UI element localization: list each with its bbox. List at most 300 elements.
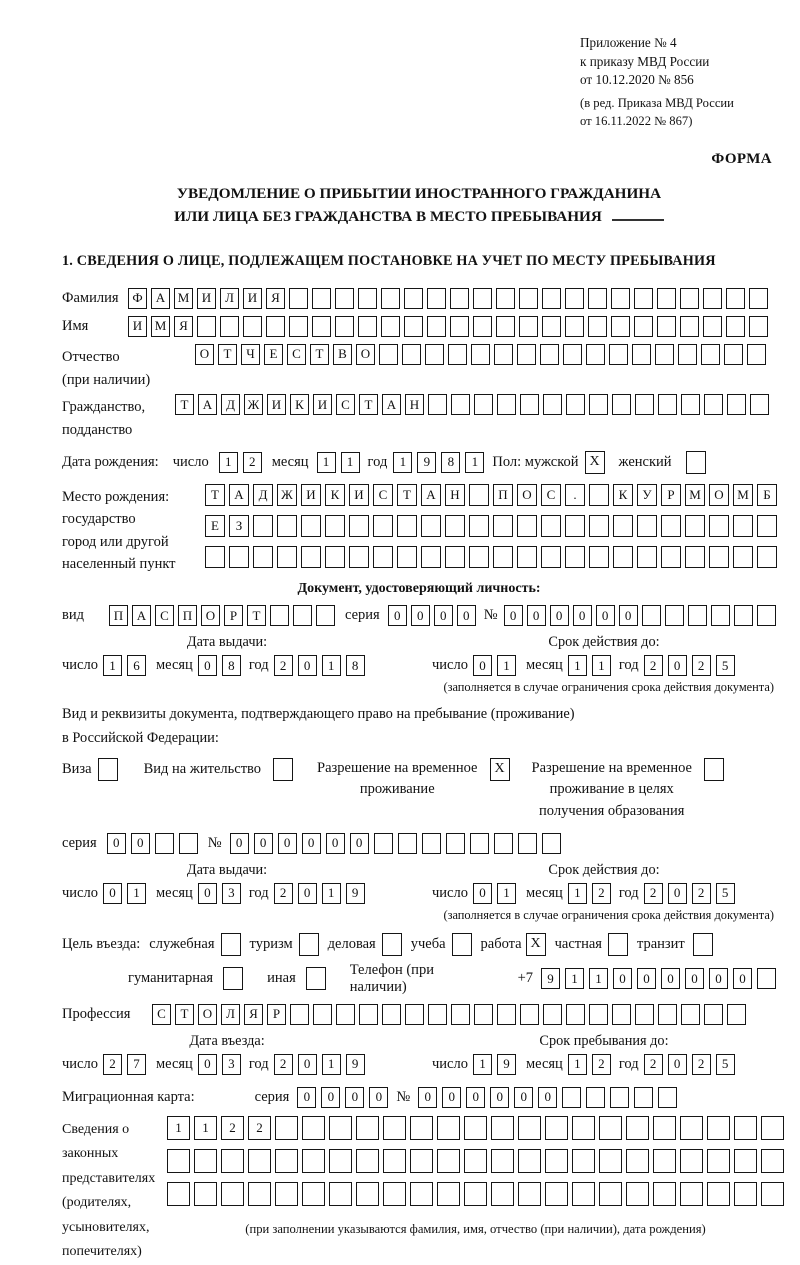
char-box[interactable] — [657, 316, 676, 337]
char-box[interactable]: О — [356, 344, 375, 365]
char-box[interactable] — [680, 316, 699, 337]
char-box[interactable]: О — [195, 344, 214, 365]
char-box[interactable] — [451, 1004, 470, 1025]
char-box[interactable] — [220, 316, 239, 337]
char-box[interactable]: 2 — [221, 1116, 244, 1140]
char-box[interactable]: Е — [264, 344, 283, 365]
char-box[interactable]: Н — [445, 484, 465, 506]
char-box[interactable]: Т — [218, 344, 237, 365]
char-box[interactable] — [565, 515, 585, 537]
char-box[interactable] — [336, 1004, 355, 1025]
char-box[interactable] — [707, 1116, 730, 1140]
char-box[interactable]: 8 — [222, 655, 241, 676]
char-box[interactable] — [661, 515, 681, 537]
char-box[interactable] — [565, 546, 585, 568]
char-box[interactable] — [248, 1149, 271, 1173]
char-box[interactable] — [248, 1182, 271, 1206]
char-box[interactable]: 0 — [298, 883, 317, 904]
char-box[interactable] — [703, 316, 722, 337]
char-box[interactable] — [381, 316, 400, 337]
char-box[interactable]: 2 — [592, 1054, 611, 1075]
char-box[interactable]: 8 — [441, 452, 460, 473]
char-box[interactable] — [637, 546, 657, 568]
char-box[interactable]: 0 — [369, 1087, 388, 1108]
char-box[interactable] — [382, 1004, 401, 1025]
char-box[interactable]: Д — [253, 484, 273, 506]
char-box[interactable]: 1 — [568, 883, 587, 904]
char-box[interactable]: Т — [397, 484, 417, 506]
char-box[interactable]: 0 — [527, 605, 546, 626]
char-box[interactable]: М — [733, 484, 753, 506]
char-box[interactable] — [496, 316, 515, 337]
char-box[interactable]: 0 — [709, 968, 728, 989]
char-box[interactable] — [474, 1004, 493, 1025]
char-box[interactable] — [470, 833, 489, 854]
char-box[interactable]: 2 — [103, 1054, 122, 1075]
char-box[interactable]: 0 — [388, 605, 407, 626]
char-box[interactable]: 0 — [302, 833, 321, 854]
char-box[interactable] — [588, 316, 607, 337]
char-box[interactable] — [221, 1149, 244, 1173]
char-box[interactable]: Я — [244, 1004, 263, 1025]
char-box[interactable]: И — [267, 394, 286, 415]
char-box[interactable]: К — [613, 484, 633, 506]
char-box[interactable]: 0 — [457, 605, 476, 626]
char-box[interactable] — [704, 758, 724, 781]
char-box[interactable]: В — [333, 344, 352, 365]
char-box[interactable] — [229, 546, 249, 568]
char-box[interactable]: С — [152, 1004, 171, 1025]
char-box[interactable]: И — [243, 288, 262, 309]
char-box[interactable] — [194, 1182, 217, 1206]
char-box[interactable] — [586, 344, 605, 365]
char-box[interactable] — [761, 1182, 784, 1206]
char-box[interactable] — [542, 833, 561, 854]
char-box[interactable] — [612, 1004, 631, 1025]
char-box[interactable] — [545, 1182, 568, 1206]
char-box[interactable]: 8 — [346, 655, 365, 676]
char-box[interactable] — [275, 1116, 298, 1140]
char-box[interactable] — [734, 1116, 757, 1140]
char-box[interactable]: 1 — [322, 883, 341, 904]
char-box[interactable]: Т — [205, 484, 225, 506]
char-box[interactable] — [612, 394, 631, 415]
char-box[interactable] — [356, 1149, 379, 1173]
char-box[interactable] — [293, 605, 312, 626]
char-box[interactable] — [464, 1116, 487, 1140]
char-box[interactable] — [448, 344, 467, 365]
char-box[interactable]: 0 — [434, 605, 453, 626]
char-box[interactable] — [382, 933, 402, 956]
char-box[interactable] — [275, 1149, 298, 1173]
char-box[interactable]: 1 — [194, 1116, 217, 1140]
char-box[interactable] — [757, 515, 777, 537]
char-box[interactable] — [405, 1004, 424, 1025]
char-box[interactable] — [329, 1182, 352, 1206]
char-box[interactable] — [572, 1116, 595, 1140]
char-box[interactable] — [681, 394, 700, 415]
char-box[interactable]: 1 — [497, 883, 516, 904]
char-box[interactable]: 9 — [541, 968, 560, 989]
char-box[interactable] — [473, 288, 492, 309]
char-box[interactable] — [632, 344, 651, 365]
char-box[interactable]: 3 — [222, 1054, 241, 1075]
char-box[interactable] — [383, 1182, 406, 1206]
char-box[interactable]: 0 — [198, 883, 217, 904]
char-box[interactable]: М — [174, 288, 193, 309]
char-box[interactable] — [517, 546, 537, 568]
char-box[interactable]: П — [493, 484, 513, 506]
char-box[interactable] — [306, 967, 326, 990]
char-box[interactable]: А — [229, 484, 249, 506]
char-box[interactable]: Л — [221, 1004, 240, 1025]
char-box[interactable] — [194, 1149, 217, 1173]
char-box[interactable] — [609, 344, 628, 365]
char-box[interactable] — [519, 316, 538, 337]
char-box[interactable] — [437, 1182, 460, 1206]
char-box[interactable]: И — [301, 484, 321, 506]
char-box[interactable] — [277, 546, 297, 568]
char-box[interactable]: 1 — [317, 452, 336, 473]
char-box[interactable]: 1 — [341, 452, 360, 473]
char-box[interactable] — [543, 1004, 562, 1025]
char-box[interactable]: Д — [221, 394, 240, 415]
char-box[interactable] — [349, 515, 369, 537]
char-box[interactable]: 1 — [167, 1116, 190, 1140]
char-box[interactable] — [474, 394, 493, 415]
char-box[interactable] — [373, 546, 393, 568]
char-box[interactable] — [98, 758, 118, 781]
char-box[interactable]: 1 — [568, 1054, 587, 1075]
char-box[interactable] — [653, 1149, 676, 1173]
char-box[interactable] — [494, 833, 513, 854]
char-box[interactable]: 2 — [692, 883, 711, 904]
char-box[interactable]: 0 — [321, 1087, 340, 1108]
char-box[interactable] — [359, 1004, 378, 1025]
char-box[interactable]: А — [132, 605, 151, 626]
char-box[interactable] — [704, 394, 723, 415]
char-box[interactable]: Р — [224, 605, 243, 626]
char-box[interactable]: Ж — [277, 484, 297, 506]
char-box[interactable]: 1 — [465, 452, 484, 473]
char-box[interactable]: 1 — [393, 452, 412, 473]
char-box[interactable]: Л — [220, 288, 239, 309]
char-box[interactable] — [589, 394, 608, 415]
char-box[interactable] — [611, 288, 630, 309]
char-box[interactable]: 1 — [103, 655, 122, 676]
char-box[interactable] — [613, 546, 633, 568]
char-box[interactable]: К — [290, 394, 309, 415]
char-box[interactable]: 0 — [550, 605, 569, 626]
char-box[interactable]: 7 — [127, 1054, 146, 1075]
char-box[interactable]: А — [151, 288, 170, 309]
char-box[interactable] — [562, 1087, 581, 1108]
char-box[interactable] — [635, 394, 654, 415]
char-box[interactable]: И — [128, 316, 147, 337]
char-box[interactable] — [686, 451, 706, 474]
char-box[interactable]: Е — [205, 515, 225, 537]
char-box[interactable]: Р — [661, 484, 681, 506]
char-box[interactable]: 0 — [490, 1087, 509, 1108]
char-box[interactable] — [588, 288, 607, 309]
char-box[interactable]: . — [565, 484, 585, 506]
char-box[interactable]: 2 — [644, 883, 663, 904]
char-box[interactable]: П — [178, 605, 197, 626]
char-box[interactable] — [750, 394, 769, 415]
char-box[interactable] — [290, 1004, 309, 1025]
char-box[interactable] — [734, 605, 753, 626]
char-box[interactable]: 0 — [668, 1054, 687, 1075]
char-box[interactable] — [589, 515, 609, 537]
char-box[interactable] — [757, 968, 776, 989]
char-box[interactable] — [566, 1004, 585, 1025]
char-box[interactable] — [383, 1149, 406, 1173]
char-box[interactable] — [634, 288, 653, 309]
char-box[interactable]: 0 — [668, 883, 687, 904]
char-box[interactable] — [589, 1004, 608, 1025]
char-box[interactable]: Т — [247, 605, 266, 626]
char-box[interactable]: 0 — [685, 968, 704, 989]
char-box[interactable] — [518, 833, 537, 854]
char-box[interactable] — [599, 1149, 622, 1173]
char-box[interactable]: 2 — [274, 655, 293, 676]
char-box[interactable] — [688, 605, 707, 626]
char-box[interactable] — [563, 344, 582, 365]
char-box[interactable]: Н — [405, 394, 424, 415]
char-box[interactable] — [335, 288, 354, 309]
char-box[interactable] — [253, 546, 273, 568]
char-box[interactable] — [446, 833, 465, 854]
char-box[interactable] — [491, 1116, 514, 1140]
char-box[interactable] — [266, 316, 285, 337]
char-box[interactable] — [437, 1116, 460, 1140]
char-box[interactable] — [325, 546, 345, 568]
char-box[interactable] — [626, 1116, 649, 1140]
char-box[interactable] — [437, 1149, 460, 1173]
char-box[interactable]: X — [585, 451, 605, 474]
char-box[interactable] — [518, 1149, 541, 1173]
char-box[interactable] — [445, 546, 465, 568]
char-box[interactable] — [518, 1182, 541, 1206]
char-box[interactable] — [373, 515, 393, 537]
char-box[interactable] — [701, 344, 720, 365]
char-box[interactable] — [473, 316, 492, 337]
char-box[interactable]: 9 — [417, 452, 436, 473]
char-box[interactable]: З — [229, 515, 249, 537]
char-box[interactable]: О — [709, 484, 729, 506]
char-box[interactable] — [709, 546, 729, 568]
char-box[interactable] — [410, 1149, 433, 1173]
char-box[interactable]: 1 — [322, 655, 341, 676]
char-box[interactable] — [358, 288, 377, 309]
char-box[interactable] — [599, 1182, 622, 1206]
char-box[interactable]: 0 — [637, 968, 656, 989]
char-box[interactable]: Ч — [241, 344, 260, 365]
char-box[interactable]: 0 — [411, 605, 430, 626]
char-box[interactable]: 1 — [219, 452, 238, 473]
char-box[interactable]: 0 — [466, 1087, 485, 1108]
char-box[interactable] — [402, 344, 421, 365]
char-box[interactable] — [275, 1182, 298, 1206]
char-box[interactable] — [693, 933, 713, 956]
char-box[interactable]: 0 — [103, 883, 122, 904]
char-box[interactable] — [397, 546, 417, 568]
char-box[interactable] — [680, 1116, 703, 1140]
char-box[interactable] — [761, 1116, 784, 1140]
char-box[interactable] — [427, 316, 446, 337]
char-box[interactable] — [383, 1116, 406, 1140]
char-box[interactable] — [469, 515, 489, 537]
char-box[interactable]: 2 — [692, 655, 711, 676]
char-box[interactable]: У — [637, 484, 657, 506]
char-box[interactable]: 0 — [573, 605, 592, 626]
char-box[interactable]: 5 — [716, 1054, 735, 1075]
char-box[interactable]: 0 — [254, 833, 273, 854]
char-box[interactable]: 1 — [592, 655, 611, 676]
char-box[interactable] — [491, 1182, 514, 1206]
char-box[interactable]: 0 — [668, 655, 687, 676]
char-box[interactable] — [540, 344, 559, 365]
char-box[interactable] — [356, 1182, 379, 1206]
char-box[interactable] — [358, 316, 377, 337]
char-box[interactable] — [542, 316, 561, 337]
char-box[interactable] — [541, 546, 561, 568]
char-box[interactable] — [302, 1149, 325, 1173]
char-box[interactable] — [404, 316, 423, 337]
char-box[interactable]: 0 — [107, 833, 126, 854]
char-box[interactable]: О — [198, 1004, 217, 1025]
char-box[interactable] — [543, 394, 562, 415]
char-box[interactable]: Т — [359, 394, 378, 415]
char-box[interactable] — [410, 1182, 433, 1206]
char-box[interactable] — [634, 316, 653, 337]
char-box[interactable] — [273, 758, 293, 781]
char-box[interactable]: Т — [175, 394, 194, 415]
char-box[interactable]: 0 — [297, 1087, 316, 1108]
char-box[interactable]: 0 — [596, 605, 615, 626]
char-box[interactable]: Я — [266, 288, 285, 309]
char-box[interactable] — [425, 344, 444, 365]
char-box[interactable] — [497, 1004, 516, 1025]
char-box[interactable] — [726, 288, 745, 309]
char-box[interactable] — [316, 605, 335, 626]
char-box[interactable]: 2 — [243, 452, 262, 473]
char-box[interactable] — [517, 515, 537, 537]
char-box[interactable] — [452, 933, 472, 956]
char-box[interactable] — [421, 546, 441, 568]
char-box[interactable]: X — [490, 758, 510, 781]
char-box[interactable] — [374, 833, 393, 854]
char-box[interactable] — [757, 546, 777, 568]
char-box[interactable] — [626, 1182, 649, 1206]
char-box[interactable] — [422, 833, 441, 854]
char-box[interactable] — [253, 515, 273, 537]
char-box[interactable] — [464, 1149, 487, 1173]
char-box[interactable] — [469, 546, 489, 568]
char-box[interactable] — [450, 288, 469, 309]
char-box[interactable] — [427, 288, 446, 309]
char-box[interactable]: А — [198, 394, 217, 415]
char-box[interactable] — [301, 546, 321, 568]
char-box[interactable] — [613, 515, 633, 537]
char-box[interactable]: 1 — [565, 968, 584, 989]
char-box[interactable] — [356, 1116, 379, 1140]
char-box[interactable] — [451, 394, 470, 415]
char-box[interactable]: С — [287, 344, 306, 365]
char-box[interactable]: 1 — [473, 1054, 492, 1075]
char-box[interactable]: К — [325, 484, 345, 506]
char-box[interactable] — [611, 316, 630, 337]
char-box[interactable] — [469, 484, 489, 506]
char-box[interactable]: С — [541, 484, 561, 506]
char-box[interactable]: 1 — [568, 655, 587, 676]
char-box[interactable] — [270, 605, 289, 626]
char-box[interactable] — [289, 288, 308, 309]
char-box[interactable] — [734, 1182, 757, 1206]
char-box[interactable]: И — [197, 288, 216, 309]
char-box[interactable] — [464, 1182, 487, 1206]
char-box[interactable] — [727, 394, 746, 415]
char-box[interactable]: X — [526, 933, 546, 956]
char-box[interactable] — [707, 1182, 730, 1206]
char-box[interactable]: 2 — [274, 883, 293, 904]
char-box[interactable] — [655, 344, 674, 365]
char-box[interactable] — [491, 1149, 514, 1173]
char-box[interactable] — [221, 1182, 244, 1206]
char-box[interactable]: 2 — [692, 1054, 711, 1075]
char-box[interactable] — [379, 344, 398, 365]
char-box[interactable] — [289, 316, 308, 337]
char-box[interactable]: М — [151, 316, 170, 337]
char-box[interactable]: 1 — [589, 968, 608, 989]
char-box[interactable] — [428, 1004, 447, 1025]
char-box[interactable] — [707, 1149, 730, 1173]
char-box[interactable] — [653, 1182, 676, 1206]
char-box[interactable]: 9 — [346, 1054, 365, 1075]
char-box[interactable]: 0 — [733, 968, 752, 989]
char-box[interactable] — [586, 1087, 605, 1108]
char-box[interactable]: 0 — [198, 655, 217, 676]
char-box[interactable] — [757, 605, 776, 626]
char-box[interactable] — [520, 1004, 539, 1025]
char-box[interactable] — [680, 1149, 703, 1173]
char-box[interactable] — [749, 316, 768, 337]
char-box[interactable] — [329, 1116, 352, 1140]
char-box[interactable] — [167, 1182, 190, 1206]
char-box[interactable] — [312, 288, 331, 309]
char-box[interactable]: Б — [757, 484, 777, 506]
char-box[interactable]: 0 — [442, 1087, 461, 1108]
char-box[interactable] — [299, 933, 319, 956]
char-box[interactable] — [197, 316, 216, 337]
char-box[interactable] — [445, 515, 465, 537]
char-box[interactable] — [733, 515, 753, 537]
char-box[interactable] — [325, 515, 345, 537]
char-box[interactable] — [302, 1182, 325, 1206]
char-box[interactable]: 2 — [274, 1054, 293, 1075]
char-box[interactable]: Т — [310, 344, 329, 365]
char-box[interactable] — [493, 515, 513, 537]
char-box[interactable]: С — [336, 394, 355, 415]
char-box[interactable] — [608, 933, 628, 956]
char-box[interactable] — [205, 546, 225, 568]
char-box[interactable]: 0 — [131, 833, 150, 854]
char-box[interactable] — [724, 344, 743, 365]
char-box[interactable] — [329, 1149, 352, 1173]
char-box[interactable] — [397, 515, 417, 537]
char-box[interactable] — [155, 833, 174, 854]
char-box[interactable] — [428, 394, 447, 415]
